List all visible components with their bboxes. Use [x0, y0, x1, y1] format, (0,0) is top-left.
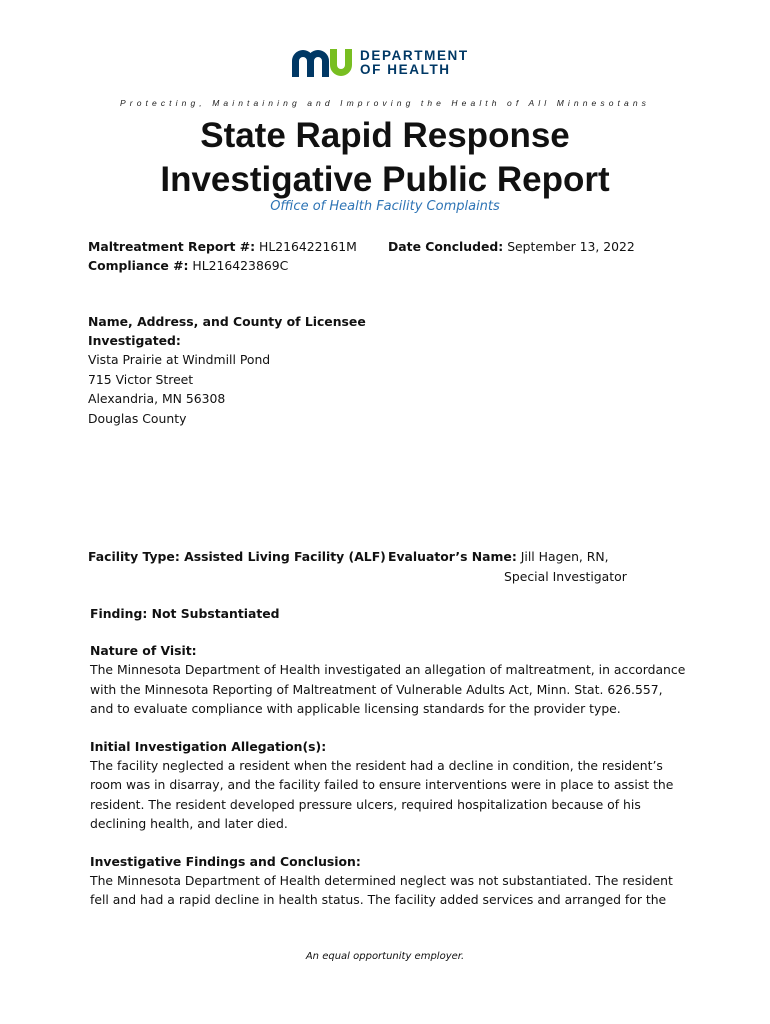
evaluator-value: Jill Hagen, RN,: [520, 549, 609, 564]
allegation-line: declining health, and later died.: [90, 816, 288, 831]
allegation-line: resident. The resident developed pressure ulcers, required hospitalization because of his: [90, 797, 641, 812]
findings-line: The Minnesota Department of Health determined neglect was not substantiated. The resident: [90, 873, 673, 888]
page-title: [0, 114, 770, 202]
mn-logo-icon: [290, 48, 354, 78]
allegation-line: The facility neglected a resident when the resident had a decline in condition, the resident’s: [90, 758, 663, 773]
logo-line-2: OF HEALTH: [360, 62, 451, 77]
evaluator-title: Special Investigator: [504, 569, 627, 584]
licensee-heading-2: Investigated:: [88, 333, 181, 348]
compliance-number: [88, 256, 288, 276]
date-concluded: [388, 237, 635, 257]
compliance-label: Compliance #:: [88, 258, 189, 273]
nature-line: and to evaluate compliance with applicable licensing standards for the provider type.: [90, 701, 621, 716]
title-line-1: State Rapid Response: [200, 116, 570, 155]
licensee-street: 715 Victor Street: [88, 372, 194, 387]
maltreatment-label: Maltreatment Report #:: [88, 239, 256, 254]
logo-line-1: DEPARTMENT: [360, 48, 469, 63]
tagline: Protecting, Maintaining and Improving the Health of All Minnesotans: [120, 98, 650, 108]
findings-line: fell and had a rapid decline in health status. The facility added services and arranged for the: [90, 892, 667, 907]
subtitle: Office of Health Facility Complaints: [270, 199, 500, 214]
title-line-2: Investigative Public Report: [160, 160, 610, 199]
allegation-line: room was in disarray, and the facility failed to ensure interventions were in place to assist the: [90, 777, 674, 792]
licensee-city: Alexandria, MN 56308: [88, 391, 226, 406]
evaluator-label: Evaluator’s Name:: [388, 549, 517, 564]
nature-line: with the Minnesota Reporting of Maltreatment of Vulnerable Adults Act, Minn. Stat. 626.557,: [90, 682, 663, 697]
mdh-logo: [290, 48, 469, 78]
date-value: September 13, 2022: [507, 239, 635, 254]
logo-wordmark: [360, 49, 469, 77]
evaluator-name: [388, 547, 609, 567]
maltreatment-value: HL216422161M: [259, 239, 357, 254]
nature-heading: Nature of Visit:: [90, 643, 197, 658]
finding: Finding: Not Substantiated: [90, 606, 280, 621]
nature-line: The Minnesota Department of Health investigated an allegation of maltreatment, in accordance: [90, 662, 686, 677]
licensee-heading-1: Name, Address, and County of Licensee: [88, 314, 366, 329]
compliance-value: HL216423869C: [192, 258, 289, 273]
footer: An equal opportunity employer.: [305, 951, 465, 962]
findings-heading: Investigative Findings and Conclusion:: [90, 854, 361, 869]
facility-type: Facility Type: Assisted Living Facility (ALF): [88, 549, 386, 564]
maltreatment-report: [88, 237, 357, 257]
allegation-heading: Initial Investigation Allegation(s):: [90, 739, 327, 754]
licensee-name: Vista Prairie at Windmill Pond: [88, 352, 271, 367]
licensee-county: Douglas County: [88, 411, 187, 426]
date-label: Date Concluded:: [388, 239, 504, 254]
